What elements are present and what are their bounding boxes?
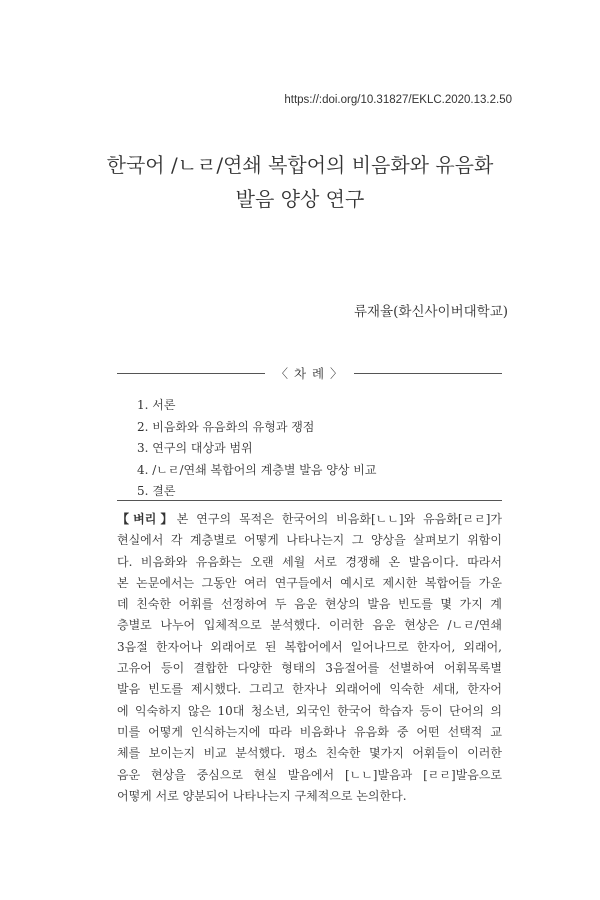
toc-heading xyxy=(117,364,502,382)
abstract-line: 데 친숙한 어휘를 선정하여 두 음운 현상의 발음 빈도를 몇 가지 계 xyxy=(117,597,502,612)
abstract-label: 【벼리】 xyxy=(117,512,177,526)
title-line-2: 발음 양상 연구 xyxy=(235,187,365,211)
toc-rule-left xyxy=(117,373,265,374)
abstract-line: 층별로 나누어 입체적으로 분석했다. 이러한 음운 현상은 /ㄴㄹ/연쇄 xyxy=(117,618,502,633)
abstract-line: 에 익숙하지 않은 10대 청소년, 외국인 한국어 학습자 등이 단어의 의 xyxy=(117,703,502,718)
abstract-line-text: 본 연구의 목적은 한국어의 비음화[ㄴㄴ]와 유음화[ㄹㄹ]가 xyxy=(176,512,502,526)
abstract-line: 3음절 한자어나 외래어로 된 복합어에서 일어나므로 한자어, 외래어, xyxy=(117,639,502,654)
abstract-line xyxy=(117,509,502,530)
title-line-1: 한국어 /ㄴㄹ/연쇄 복합어의 비음화와 유음화 xyxy=(106,153,494,177)
toc-label: 〈 차 례 〉 xyxy=(275,366,344,381)
abstract-line: 다. 비음화와 유음화는 오랜 세월 서로 경쟁해 온 발음이다. 따라서 xyxy=(117,554,502,569)
toc-item: 4. /ㄴㄹ/연쇄 복합어의 계층별 발음 양상 비교 xyxy=(137,462,377,477)
table-of-contents xyxy=(137,395,377,503)
toc-item: 3. 연구의 대상과 범위 xyxy=(137,441,253,455)
toc-item: 5. 결론 xyxy=(137,484,176,498)
abstract-line: 발음 빈도를 제시했다. 그리고 한자나 외래어에 익숙한 세대, 한자어 xyxy=(117,682,502,697)
abstract-line: 본 논문에서는 그동안 여러 연구들에서 예시로 제시한 복합어들 가운 xyxy=(117,575,502,590)
abstract-line: 미를 어떻게 인식하는지에 따라 비음화나 유음화 중 어떤 선택적 교 xyxy=(117,724,502,739)
toc-divider xyxy=(117,500,502,501)
abstract-line: 어떻게 서로 양분되어 나타나는지 구체적으로 논의한다. xyxy=(117,788,407,803)
abstract-line: 고유어 등이 결합한 다양한 형태의 3음절어를 선별하여 어휘목록별 xyxy=(117,661,502,676)
toc-item: 1. 서론 xyxy=(137,398,176,412)
paper-title xyxy=(0,148,600,216)
toc-rule-right xyxy=(354,373,502,374)
doi-link[interactable]: https://:doi.org/10.31827/EKLC.2020.13.2.50 xyxy=(284,94,512,106)
abstract-line: 현실에서 각 계층별로 어떻게 나타나는지 그 양상을 살펴보기 위함이 xyxy=(117,533,502,548)
toc-item: 2. 비음화와 유음화의 유형과 쟁점 xyxy=(137,419,315,434)
author-affiliation: 류재율(화신사이버대학교) xyxy=(354,304,508,320)
abstract-line: 체를 보이는지 비교 분석했다. 평소 친숙한 몇가지 어휘들이 이러한 xyxy=(117,746,502,761)
abstract-line: 음운 현상을 중심으로 현실 발음에서 [ㄴㄴ]발음과 [ㄹㄹ]발음으로 xyxy=(117,767,502,782)
abstract xyxy=(117,509,502,807)
